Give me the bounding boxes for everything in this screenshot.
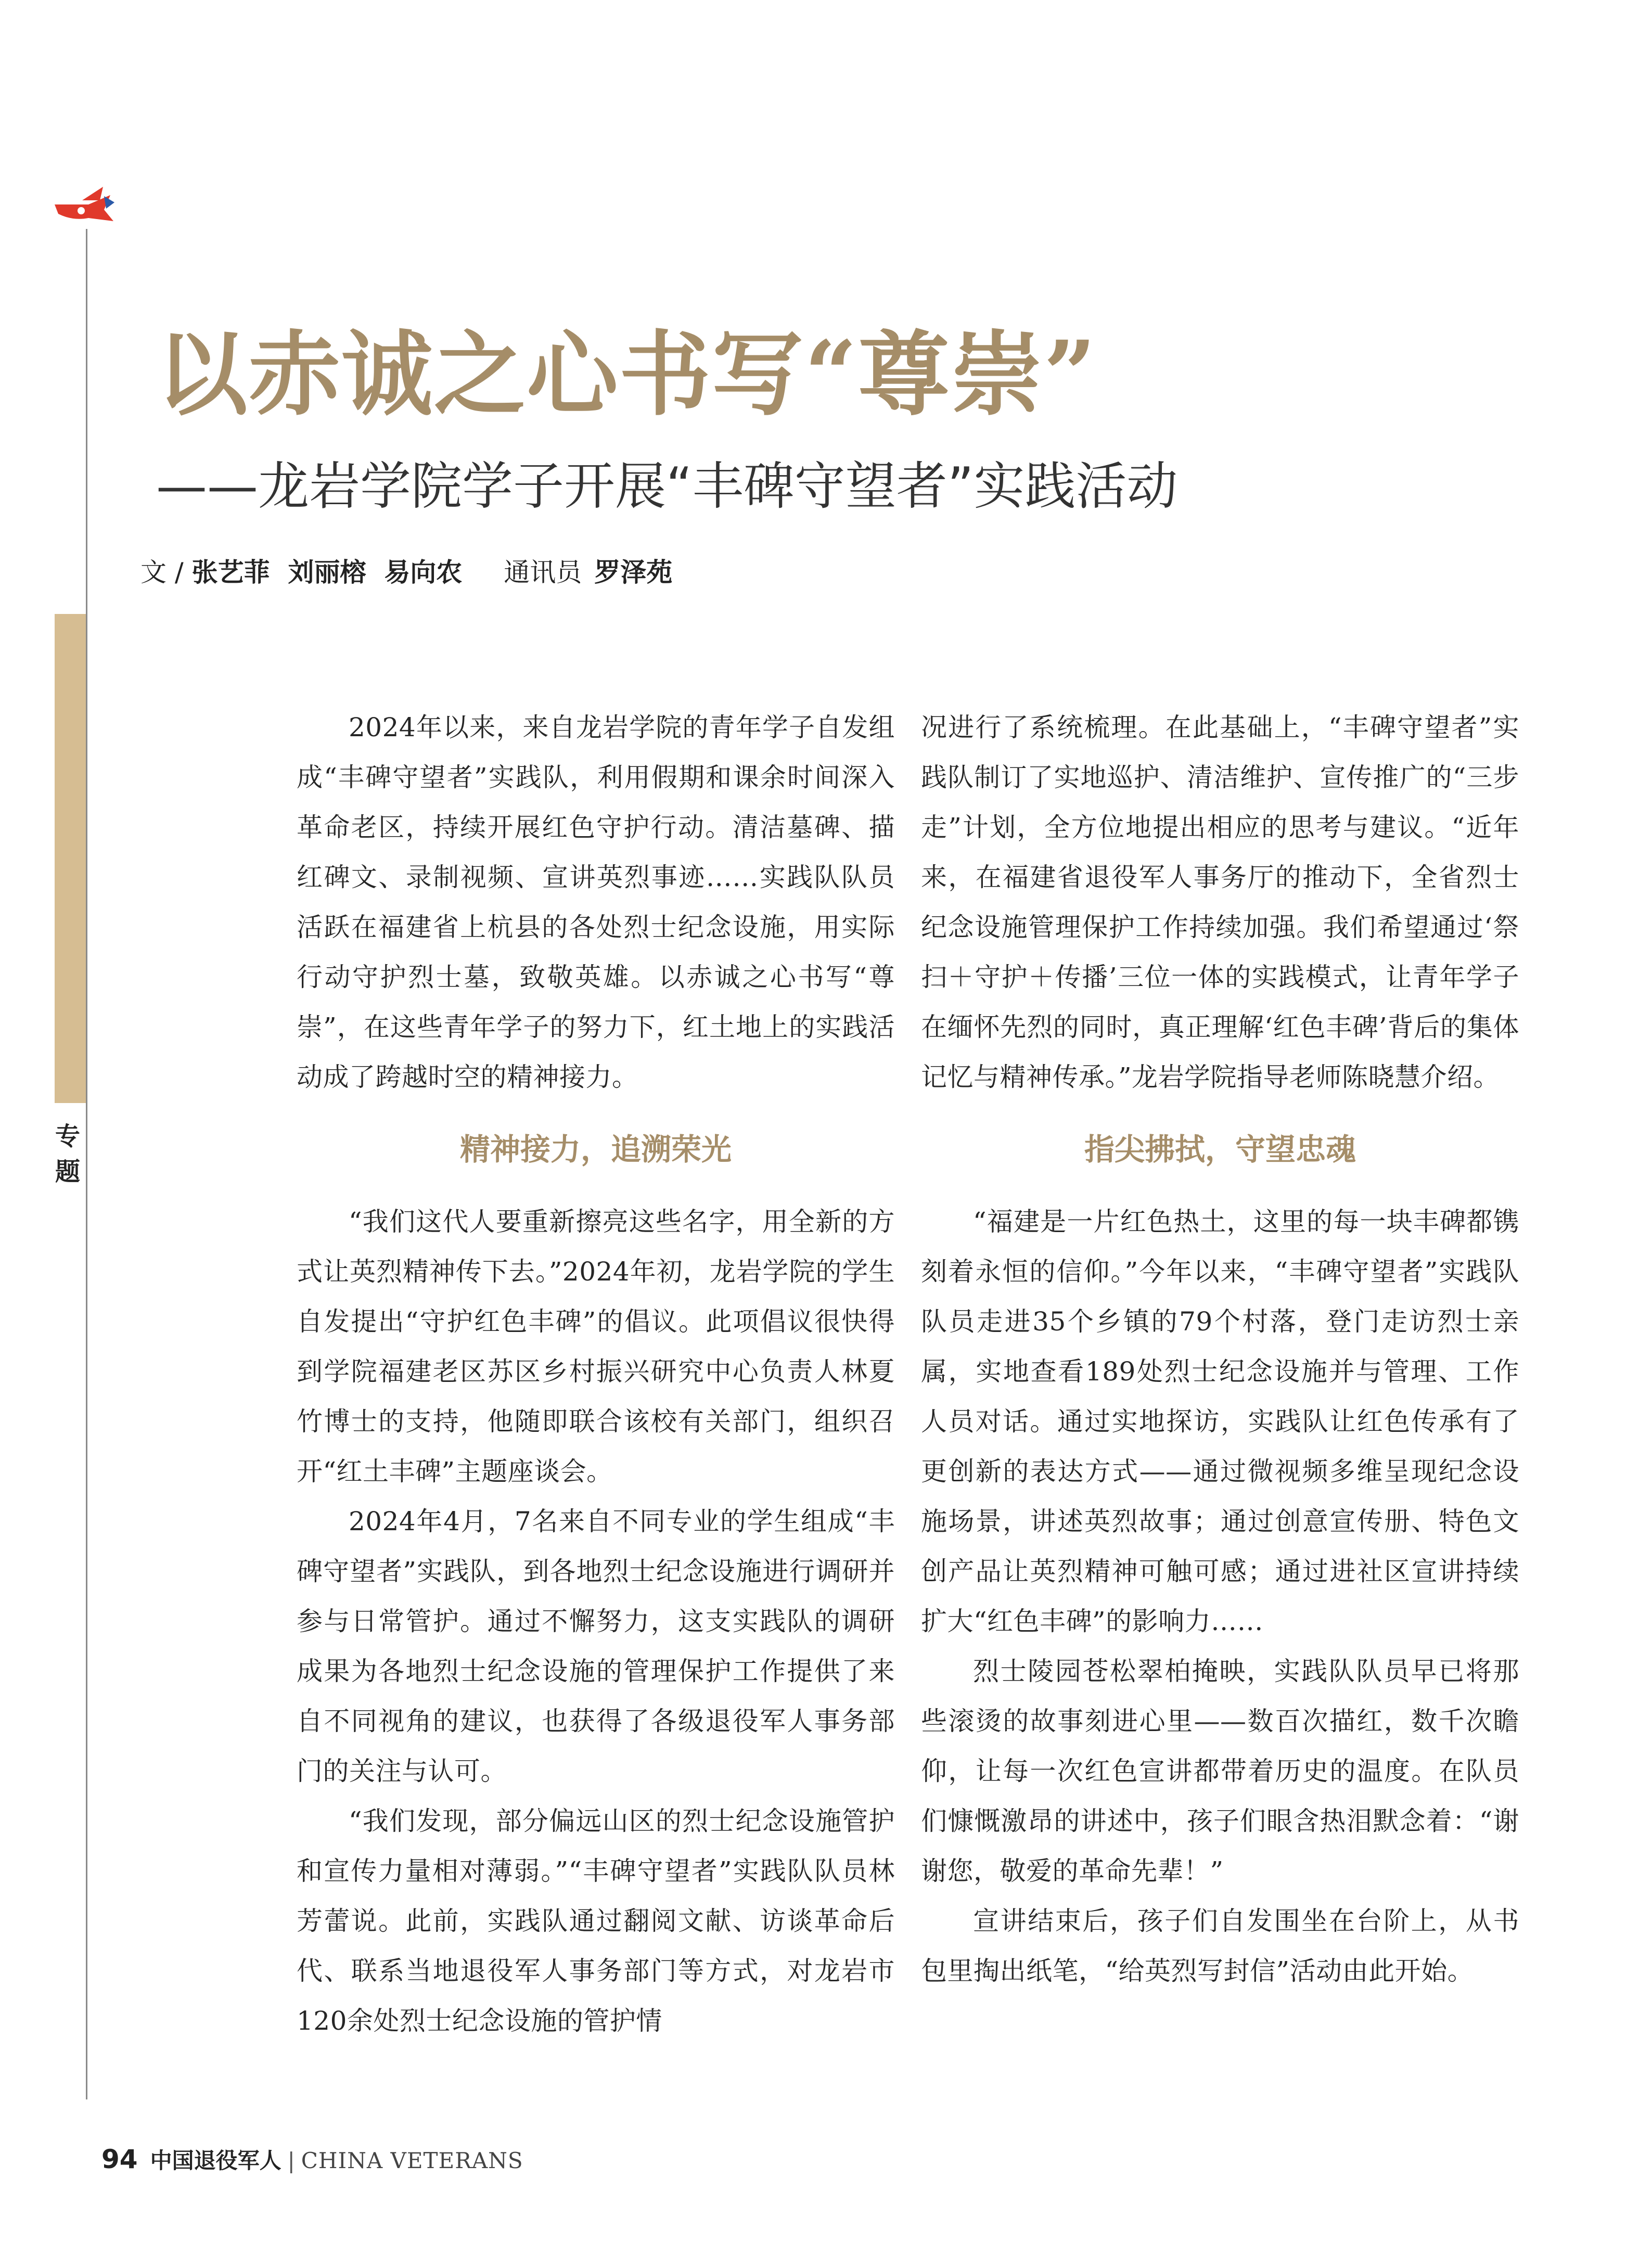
byline — [140, 552, 672, 593]
paragraph: “福建是一片红色热土，这里的每一块丰碑都镌刻着永恒的信仰。”今年以来，“丰碑守望者”实践队队员走进35个乡镇的79个村落，登门走访烈士亲属，实地查看189处烈士纪念设施并与管理、工作人员对话。通过实地探访，实践队让红色传承有了更创新的表达方式——通过微视频多维呈现纪念设施场景，讲述英烈故事；通过创意宣传册、特色文创产品让英烈精神可触可感；通过进社区宣讲持续扩大“红色丰碑”的影响力…… — [921, 1207, 1519, 1636]
article-subtitle: ——龙岩学院学子开展“丰碑守望者”实践活动 — [156, 457, 1178, 516]
paragraph: “我们这代人要重新擦亮这些名字，用全新的方式让英烈精神传下去。”2024年初，龙岩学院的学生自发提出“守护红色丰碑”的倡议。此项倡议很快得到学院福建老区苏区乡村振兴研究中心负责人林夏竹博士的支持，他随即联合该校有关部门，组织召开“红土丰碑”主题座谈会。 — [297, 1207, 895, 1487]
byline-prefix: 文 / — [140, 557, 192, 587]
section-tag: 专题 — [55, 1122, 80, 1186]
paragraph: 宣讲结束后，孩子们自发围坐在台阶上，从书包里掏出纸笔，“给英烈写封信”活动由此开始。 — [921, 1906, 1519, 1986]
paragraph: 2024年4月，7名来自不同专业的学生组成“丰碑守望者”实践队，到各地烈士纪念设施进行调研并参与日常管护。通过不懈努力，这支实践队的调研成果为各地烈士纪念设施的管理保护工作提供了来自不同视角的建议，也获得了各级退役军人事务部门的关注与认可。 — [297, 1506, 895, 1786]
byline-correspondent: 罗泽苑 — [594, 557, 673, 587]
paragraph: “我们发现，部分偏远山区的烈士纪念设施管护和宣传力量相对薄弱。”“丰碑守望者”实践队队员林芳蕾说。此前，实践队通过翻阅文献、访谈革命后代、联系当地退役军人事务部门等方式，对龙岩市120余处烈士纪念设施的管护情 — [297, 1806, 895, 2036]
byline-authors: 张艺菲 刘丽榕 易向农 — [191, 557, 463, 587]
page-number: 94 — [101, 2144, 138, 2174]
section-color-bar — [55, 614, 86, 1103]
paragraph: 况进行了系统梳理。在此基础上，“丰碑守望者”实践队制订了实地巡护、清洁维护、宣传推广的“三步走”计划，全方位地提出相应的思考与建议。“近年来，在福建省退役军人事务厅的推动下，全省烈士纪念设施管理保护工作持续加强。我们希望通过‘祭扫＋守护＋传播’三位一体的实践模式，让青年学子在缅怀先烈的同时，真正理解‘红色丰碑’背后的集体记忆与精神传承。”龙岩学院指导老师陈晓慧介绍。 — [921, 712, 1519, 1092]
magazine-logo-icon — [52, 185, 117, 226]
article-title: 以赤诚之心书写“尊崇” — [156, 321, 1097, 428]
left-column — [297, 702, 895, 2046]
section-heading: 精神接力，追溯荣光 — [459, 1132, 732, 1167]
left-margin-rule — [86, 229, 87, 2099]
section-heading: 指尖拂拭，守望忠魂 — [1084, 1132, 1356, 1167]
footer-separator: | — [287, 2148, 295, 2173]
paragraph: 2024年以来，来自龙岩学院的青年学子自发组成“丰碑守望者”实践队，利用假期和课余时间深入革命老区，持续开展红色守护行动。清洁墓碑、描红碑文、录制视频、宣讲英烈事迹……实践队队员活跃在福建省上杭县的各处烈士纪念设施，用实际行动守护烈士墓，致敬英雄。以赤诚之心书写“尊崇”，在这些青年学子的努力下，红土地上的实践活动成了跨越时空的精神接力。 — [297, 712, 895, 1092]
page-footer — [101, 2144, 523, 2176]
magazine-english-name: CHINA VETERANS — [301, 2148, 523, 2173]
byline-correspondent-label: 通讯员 — [504, 557, 582, 587]
right-column — [921, 702, 1519, 1996]
paragraph: 烈士陵园苍松翠柏掩映，实践队队员早已将那些滚烫的故事刻进心里——数百次描红，数千次瞻仰，让每一次红色宣讲都带着历史的温度。在队员们慷慨激昂的讲述中，孩子们眼含热泪默念着：“谢谢您，敬爱的革命先辈！” — [921, 1656, 1519, 1886]
magazine-name: 中国退役军人 — [150, 2148, 281, 2173]
